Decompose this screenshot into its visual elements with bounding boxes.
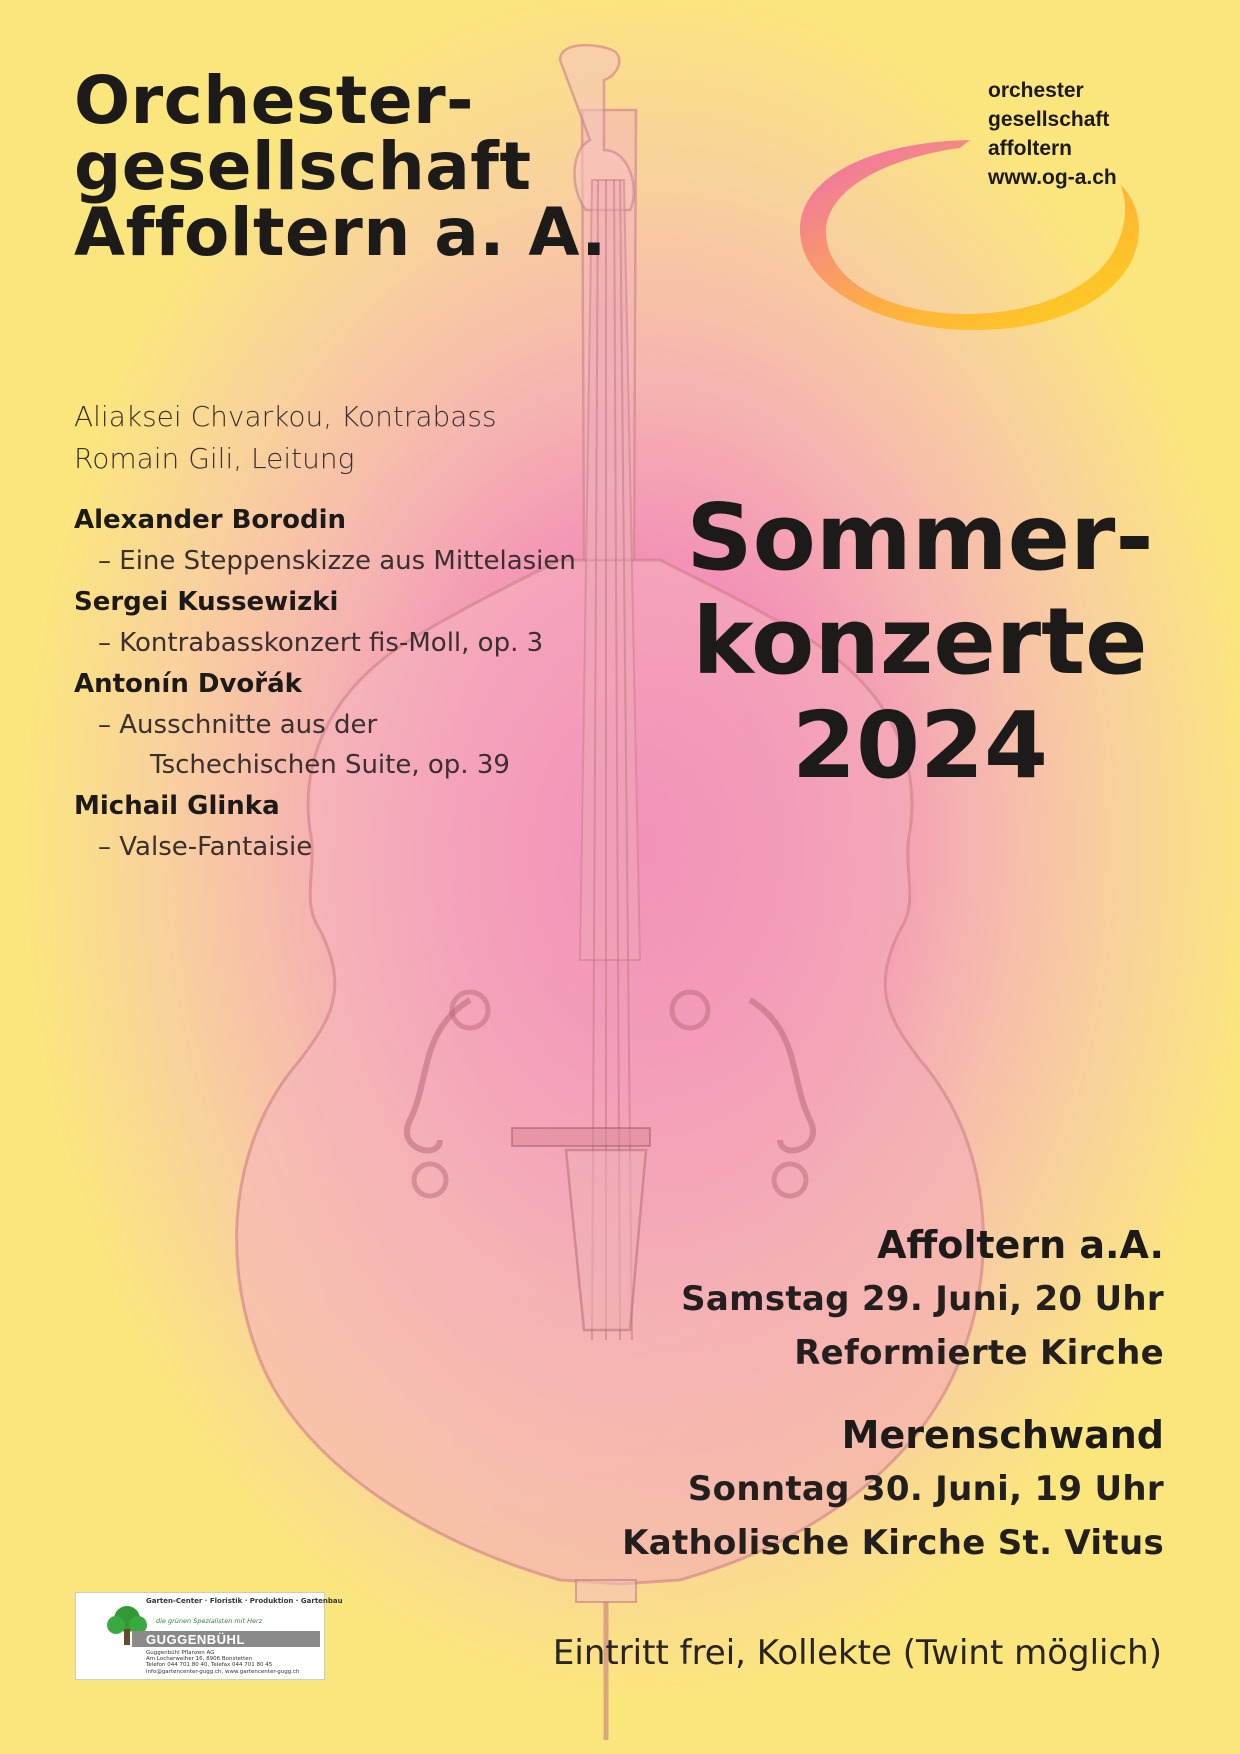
concert-program [74,500,576,868]
sponsor-name: GUGGENBÜHL [146,1632,245,1647]
entry-note: Eintritt frei, Kollekte (Twint möglich) [552,1633,1162,1673]
performer-credits [74,396,497,480]
program-work: Tschechischen Suite, op. 39 [150,750,510,780]
composer-name: Michail Glinka [74,791,280,821]
program-work: – Eine Steppenskizze aus Mittelasien [98,546,576,576]
venue-town: Merenschwand [841,1413,1164,1457]
program-work: – Kontrabasskonzert fis-Moll, op. 3 [98,628,544,658]
composer-name: Sergei Kussewizki [74,587,339,617]
orchestra-title-line: Affoltern a. A. [74,194,607,271]
concert-title-line: konzerte [692,588,1148,695]
sponsor-address [146,1650,299,1675]
sponsor-logo [75,1592,343,1680]
logo-text-line: affoltern [988,137,1072,160]
concert-venues [622,1218,1164,1570]
program-work: – Valse-Fantaisie [98,832,313,862]
logo-text-line: gesellschaft [988,108,1110,131]
orchestra-logo-text [988,76,1117,192]
orchestra-title-line: Orchester- [74,62,475,139]
composer-name: Alexander Borodin [74,505,347,535]
venue-place: Reformierte Kirche [794,1333,1164,1373]
composer-name: Antonín Dvořák [74,669,302,699]
concert-title-year: 2024 [791,692,1049,799]
sponsor-tagline: Garten-Center · Floristik · Produktion · Gartenbau [146,1597,343,1605]
venue-date: Samstag 29. Juni, 20 Uhr [681,1279,1164,1319]
program-work: – Ausschnitte aus der [98,710,378,740]
logo-text-line: orchester [988,79,1084,102]
orchestra-title-line: gesellschaft [74,128,532,205]
concert-title-line: Sommer- [686,484,1154,591]
sponsor-address-line: Telefon 044 701 80 40, Telefax 044 701 80 45 [146,1662,273,1669]
venue-place: Katholische Kirche St. Vitus [622,1523,1164,1563]
orchestra-title [74,62,607,271]
conductor-credit: Romain Gili, Leitung [74,442,355,475]
venue-date: Sonntag 30. Juni, 19 Uhr [687,1469,1164,1509]
venue-town: Affoltern a.A. [877,1223,1164,1267]
sponsor-address-line: Am Locherweiher 16, 8906 Bonstetten [146,1656,253,1663]
soloist-credit: Aliaksei Chvarkou, Kontrabass [74,400,497,433]
sponsor-address-line: Guggenbühl Pflanzen AG [146,1650,215,1656]
logo-website: www.og-a.ch [988,166,1117,189]
sponsor-slogan: die grünen Spezialisten mit Herz [156,1617,263,1625]
sponsor-address-line: info@gartencenter-gugg.ch, www.gartencenter-gugg.ch [146,1668,300,1675]
concert-series-title [640,486,1200,798]
